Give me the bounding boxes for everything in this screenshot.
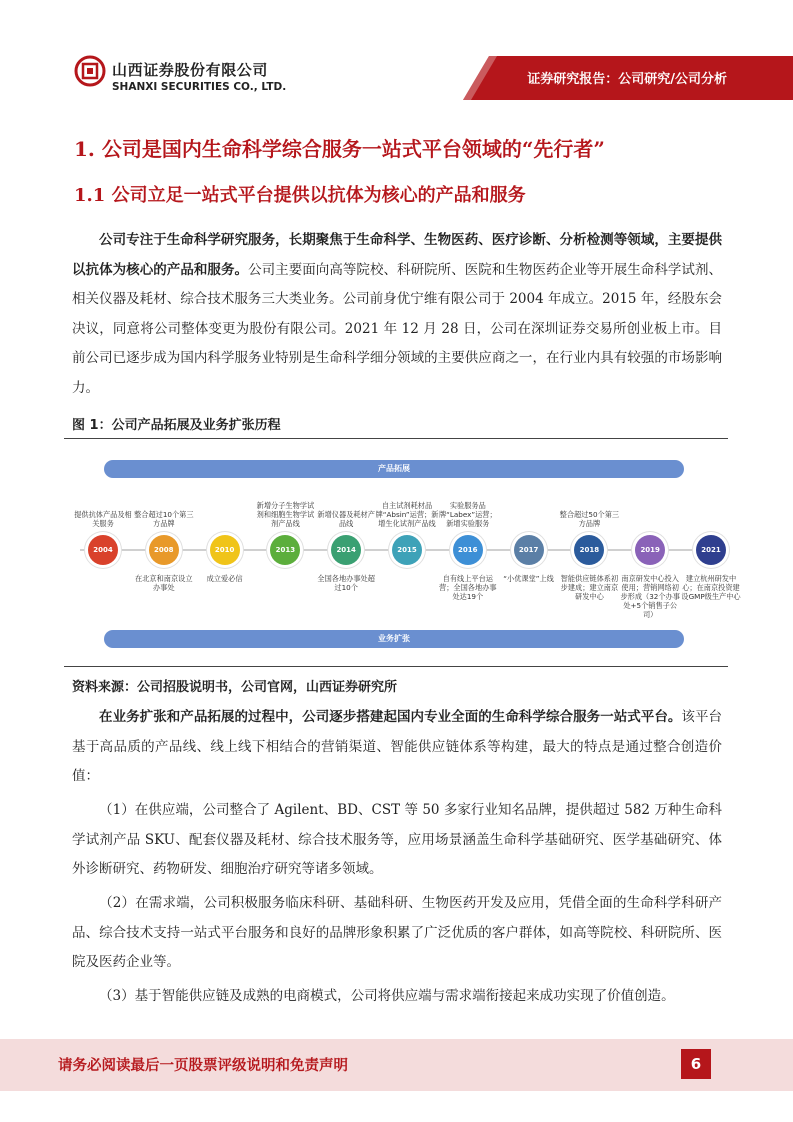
timeline-annotation-top: 整合超过10个第三方品牌 (134, 510, 194, 528)
timeline-node-2016: 2016 (453, 535, 483, 565)
timeline-annotation-bottom: 全国各地办事处超过10个 (317, 574, 375, 592)
timeline-annotation-bottom: “小优课堂”上线 (503, 574, 554, 583)
timeline-figure (64, 440, 741, 665)
product-expansion-band: 产品拓展 (104, 460, 684, 478)
timeline-node-2017: 2017 (514, 535, 544, 565)
platform-text: 该平台基于高品质的产品线、线上线下相结合的营销渠道、智能供应链体系等构建，最大的特点是通过整合创造价值： (72, 709, 723, 784)
report-type-label: 证券研究报告：公司研究/公司分析 (527, 72, 727, 87)
platform-paragraph (72, 703, 722, 792)
company-name-en: SHANXI SECURITIES CO., LTD. (112, 81, 287, 93)
page-footer (0, 1039, 793, 1091)
timeline-node-2013: 2013 (270, 535, 300, 565)
timeline-annotation-bottom: 建立杭州研发中心；在南京投资建设GMP级生产中心 (681, 574, 741, 601)
timeline-node-2019: 2019 (635, 535, 665, 565)
platform-bold: 在业务扩张和产品拓展的过程中，公司逐步搭建起国内专业全面的生命科学综合服务一站式平台。 (99, 709, 682, 725)
timeline-node-2015: 2015 (392, 535, 422, 565)
timeline-annotation-top: 实验服务品牌“Labex”运营；新增实验服务 (438, 501, 497, 528)
timeline-annotation-bottom: 南京研发中心投入使用；营销网络初步形成（32个办事处+5个销售子公司） (620, 574, 680, 619)
figure-caption: 图 1：公司产品拓展及业务扩张历程 (72, 418, 281, 433)
value-paragraph (72, 982, 722, 1012)
timeline-annotation-bottom: 智能供应链体系初步建成；建立南京研发中心 (560, 574, 619, 601)
timeline-annotation-bottom: 在北京和南京设立办事处 (135, 574, 193, 592)
figure-rule-bottom (64, 666, 728, 667)
figure-source: 资料来源：公司招股说明书，公司官网，山西证券研究所 (72, 680, 398, 695)
demand-paragraph (72, 889, 722, 978)
business-expansion-band: 业务扩张 (104, 630, 684, 648)
timeline-annotation-top: 新增分子生物学试剂和细胞生物学试剂产品线 (256, 501, 315, 528)
supply-paragraph (72, 796, 722, 885)
timeline-annotation-bottom: 成立爱必信 (206, 574, 243, 583)
timeline-node-2008: 2008 (149, 535, 179, 565)
intro-bold: 公司专注于生命科学研究服务，长期聚焦于生命科学、生物医药、医疗诊断、分析检测等领域，主要提供以抗体为核心的产品和服务。 (72, 232, 722, 278)
supply-text: （1）在供应端，公司整合了 Agilent、BD、CST 等 50 多家行业知名品牌，提供超过 582 万种生命科学试剂产品 SKU、配套仪器及耗材、综合技术服务等，应用场景涵盖生命科学基础研究、医学基础研究、体外诊断研究、药物研发、细胞治疗研究等诸多领域。 (72, 802, 722, 877)
timeline-annotation-top: 自主试剂耗材品牌“Absin”运营；新增生化试剂产品线 (375, 501, 439, 528)
timeline-node-2018: 2018 (574, 535, 604, 565)
figure-rule-top (64, 438, 728, 439)
subsection-title: 1.1 公司立足一站式平台提供以抗体为核心的产品和服务 (74, 185, 526, 206)
intro-text: 公司主要面向高等院校、科研院所、医院和生物医药企业等开展生命科学试剂、相关仪器及耗材、综合技术服务三大类业务。公司前身优宁维有限公司于 2004 年成立。2015 年，经股东会决议，同意将公司整体变更为股份有限公司。2021 年 12 月 28 日，公司在深圳证券交易所创业板上市。目前公司已逐步成为国内科学服务业特别是生命科学细分领域的主要供应商之一，在行业内具有较强的市场影响力。 (72, 261, 723, 396)
company-name-cn: 山西证券股份有限公司 (112, 61, 269, 79)
timeline-node-2010: 2010 (210, 535, 240, 565)
page-number: 6 (681, 1049, 711, 1079)
timeline-annotation-bottom: 自有线上平台运营；全国各地办事处达19个 (439, 574, 497, 601)
section-title: 1. 公司是国内生命科学综合服务一站式平台领域的“先行者” (74, 137, 605, 161)
timeline-annotation-top: 提供抗体产品及相关服务 (74, 510, 132, 528)
company-logo-icon (74, 55, 106, 87)
demand-text: （2）在需求端，公司积极服务临床科研、基础科研、生物医药开发及应用，凭借全面的生命科学科研产品、综合技术支持一站式平台服务和良好的品牌形象积累了广泛优质的客户群体，如高等院校、科研院所、医院及医药企业等。 (72, 895, 722, 970)
value-text: （3）基于智能供应链及成熟的电商模式，公司将供应端与需求端衔接起来成功实现了价值创造。 (99, 988, 675, 1004)
disclaimer-text: 请务必阅读最后一页股票评级说明和免责声明 (58, 1058, 348, 1074)
timeline-node-2014: 2014 (331, 535, 361, 565)
page-header (0, 0, 793, 100)
intro-paragraph (72, 226, 722, 403)
timeline-annotation-top: 新增仪器及耗材产品线 (317, 510, 375, 528)
timeline-node-2021: 2021 (696, 535, 726, 565)
timeline-annotation-top: 整合超过50个第三方品牌 (559, 510, 620, 528)
timeline-node-2004: 2004 (88, 535, 118, 565)
